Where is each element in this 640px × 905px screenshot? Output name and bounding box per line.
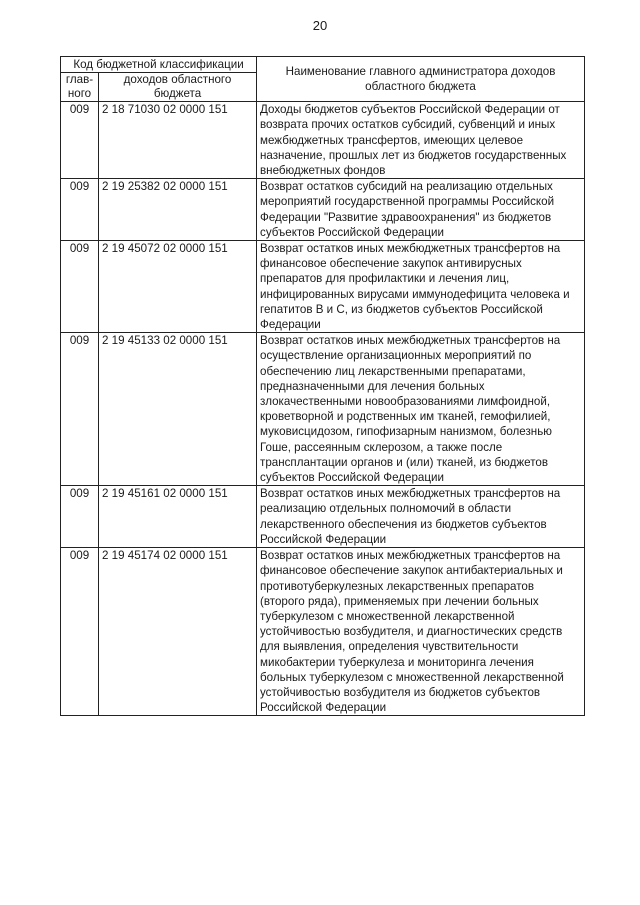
header-administrator-name: Наименование главного администратора доходов областного бюджета (257, 57, 585, 102)
header-chief-administrator: глав-ного (61, 73, 99, 102)
admin-code-cell: 009 (61, 333, 99, 486)
table-row (61, 102, 585, 179)
income-code-cell: 2 19 25382 02 0000 151 (99, 179, 257, 241)
income-code-cell: 2 19 45133 02 0000 151 (99, 333, 257, 486)
income-code-cell: 2 19 45161 02 0000 151 (99, 486, 257, 548)
income-name-cell: Доходы бюджетов субъектов Российской Федерации от возврата прочих остатков субсидий, субвенций и иных межбюджетных трансфертов, имеющих целевое назначение, прошлых лет из бюджетов государственных внебюджетных фондов (257, 102, 585, 179)
income-code-cell: 2 19 45174 02 0000 151 (99, 548, 257, 716)
budget-classification-table (60, 56, 585, 716)
income-name-cell: Возврат остатков иных межбюджетных трансфертов на осуществление организационных мероприятий по обеспечению лиц лекарственными препаратами, предназначенными для лечения больных злокачественными новообразованиями лимфоидной, кроветворной и родственных им тканей, гемофилией, муковисцидозом, гипофизарным нанизмом, болезнью Гоше, рассеянным склерозом, а также после трансплантации органов и (или) тканей, из бюджетов субъектов Российской Федерации (257, 333, 585, 486)
admin-code-cell: 009 (61, 548, 99, 716)
table-row (61, 333, 585, 486)
income-name-cell: Возврат остатков иных межбюджетных трансфертов на реализацию отдельных полномочий в области лекарственного обеспечения из бюджетов субъектов Российской Федерации (257, 486, 585, 548)
income-code-cell: 2 19 45072 02 0000 151 (99, 241, 257, 333)
page-number: 20 (312, 18, 328, 33)
table-row (61, 548, 585, 716)
header-classification-code: Код бюджетной классификации (61, 57, 257, 73)
header-regional-income: доходов областного бюджета (99, 73, 257, 102)
income-name-cell: Возврат остатков субсидий на реализацию отдельных мероприятий государственной программы Российской Федерации "Развитие здравоохранения" из бюджетов субъектов Российской Федерации (257, 179, 585, 241)
table-row (61, 179, 585, 241)
table-row (61, 241, 585, 333)
admin-code-cell: 009 (61, 486, 99, 548)
header-row-1 (61, 57, 585, 73)
income-code-cell: 2 18 71030 02 0000 151 (99, 102, 257, 179)
income-name-cell: Возврат остатков иных межбюджетных трансфертов на финансовое обеспечение закупок антибактериальных и противотуберкулезных лекарственных препаратов (второго ряда), применяемых при лечении больных туберкулезом с множественной лекарственной устойчивостью возбудителя, и диагностических средств для выявления, определения чувствительности микобактерии туберкулеза и мониторинга лечения больных туберкулезом с множественной лекарственной устойчивостью возбудителя из бюджетов субъектов Российской Федерации (257, 548, 585, 716)
table-row (61, 486, 585, 548)
admin-code-cell: 009 (61, 241, 99, 333)
admin-code-cell: 009 (61, 102, 99, 179)
admin-code-cell: 009 (61, 179, 99, 241)
income-name-cell: Возврат остатков иных межбюджетных трансфертов на финансовое обеспечение закупок антивирусных препаратов для профилактики и лечения лиц, инфицированных вирусами иммунодефицита человека и гепатитов B и C, из бюджетов субъектов Российской Федерации (257, 241, 585, 333)
